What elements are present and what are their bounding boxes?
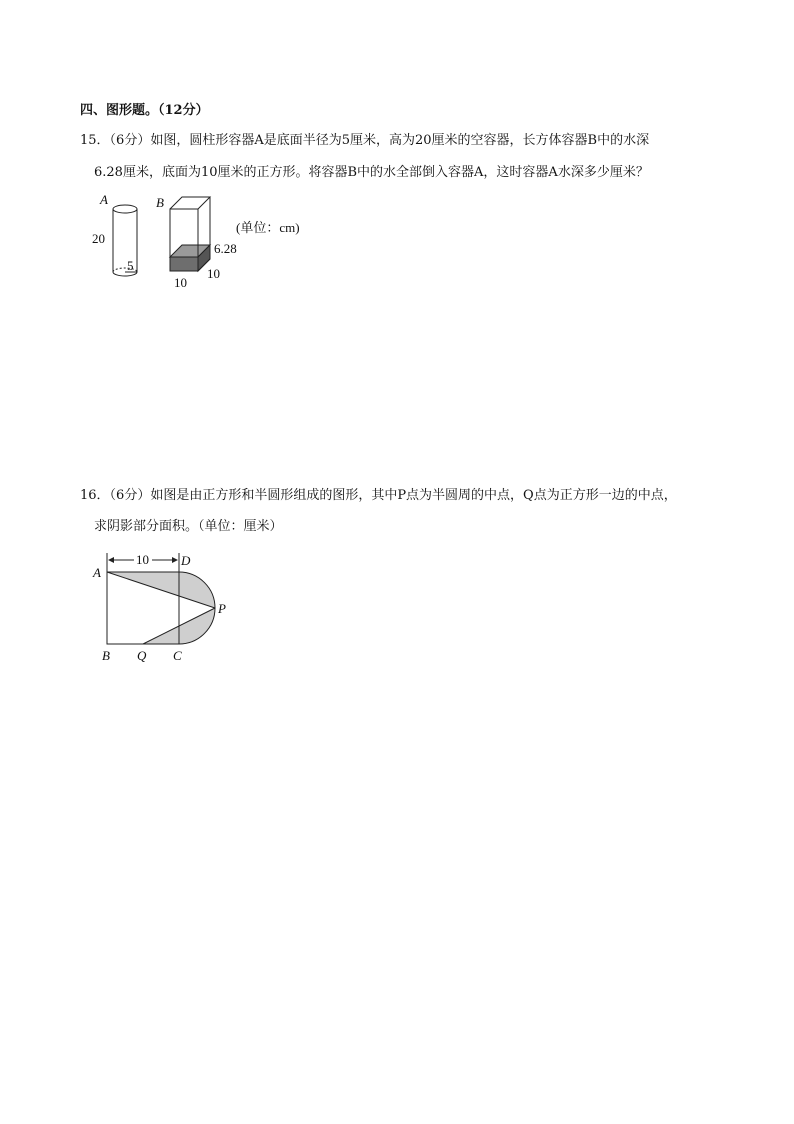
unit-label: (单位：cm) bbox=[236, 220, 300, 235]
question-16-line-2: 求阴影部分面积。（单位：厘米） bbox=[94, 519, 283, 534]
dimension-arrow-left bbox=[108, 557, 114, 563]
label-b: B bbox=[156, 195, 164, 210]
question-16-figure bbox=[90, 550, 240, 680]
water-depth-label: 6.28 bbox=[214, 241, 237, 256]
point-b-label: B bbox=[102, 648, 110, 663]
side-length-label: 10 bbox=[136, 552, 149, 567]
base-side-label: 10 bbox=[207, 266, 220, 281]
radius-a-label: 5 bbox=[127, 258, 134, 273]
question-16-line-1: 16．（6分）如图是由正方形和半圆形组成的图形，其中P点为半圆周的中点，Q点为正方形一边的中点， bbox=[80, 488, 677, 503]
point-q-label: Q bbox=[137, 648, 147, 663]
question-15-figure bbox=[88, 190, 328, 290]
point-a-label: A bbox=[93, 565, 101, 580]
question-15-line-2: 6.28厘米，底面为10厘米的正方形。将容器B中的水全部倒入容器A，这时容器A水深多少厘米？ bbox=[94, 165, 649, 180]
base-front-label: 10 bbox=[174, 275, 187, 290]
dimension-arrow-right bbox=[172, 557, 178, 563]
section-heading: 四、图形题。（12分） bbox=[80, 103, 209, 118]
height-a-label: 20 bbox=[92, 231, 105, 246]
point-p-label: P bbox=[218, 601, 226, 616]
cuboid-b bbox=[170, 197, 210, 271]
label-a: A bbox=[100, 192, 108, 207]
point-d-label: D bbox=[181, 553, 191, 568]
question-15-line-1: 15．（6分）如图，圆柱形容器A是底面半径为5厘米，高为20厘米的空容器，长方体容器B中的水深 bbox=[80, 133, 650, 148]
point-c-label: C bbox=[173, 648, 182, 663]
